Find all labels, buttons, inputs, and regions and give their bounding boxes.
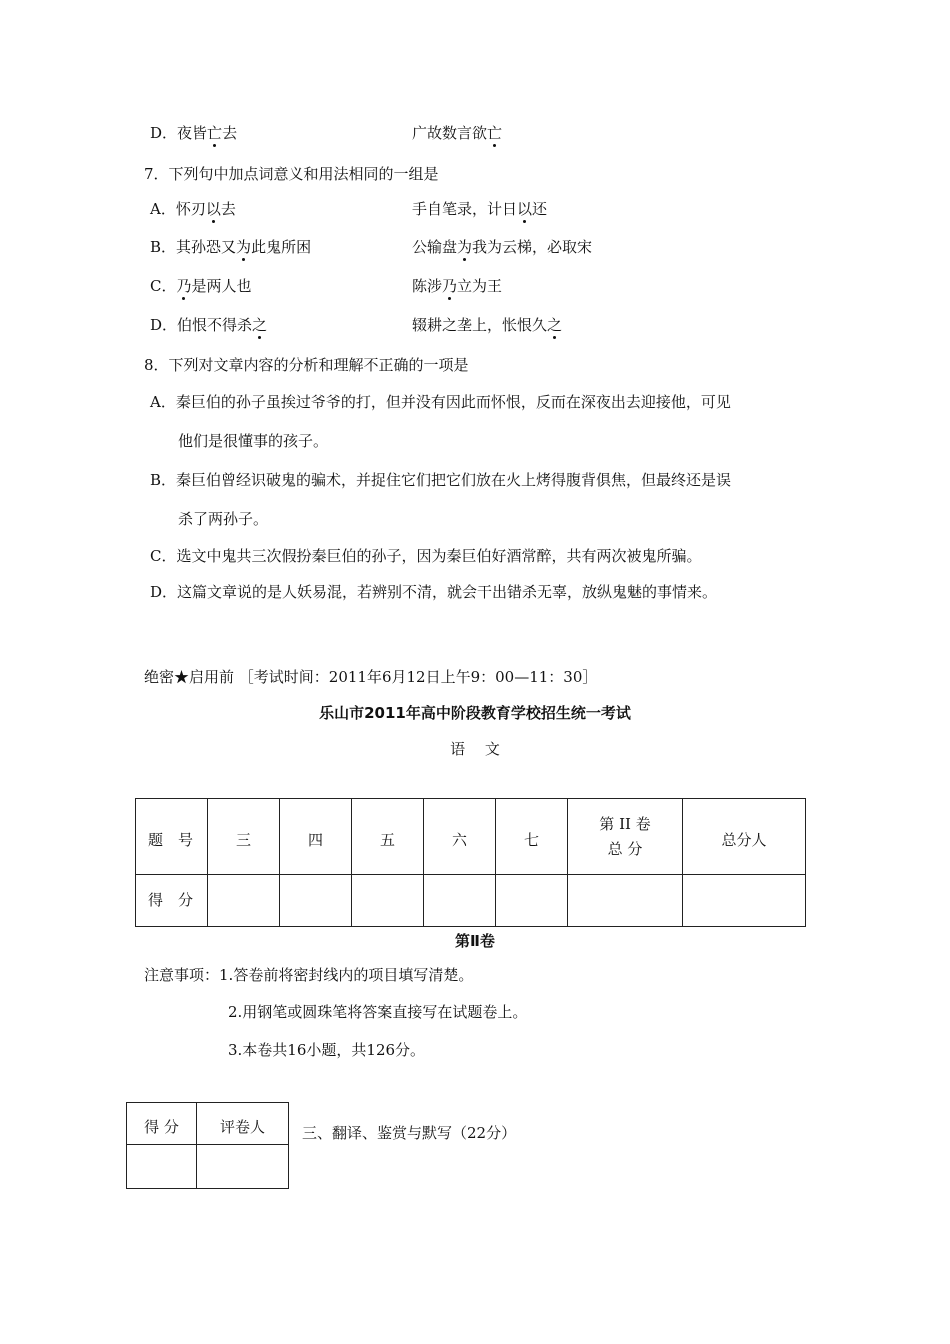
option-label: D． — [150, 124, 178, 142]
q8-stem: 8．下列对文章内容的分析和理解不正确的一项是 — [144, 356, 469, 374]
q8-option-a-line1: A．秦巨伯的孙子虽挨过爷爷的打，但并没有因此而怀恨，反而在深夜出去迎接他，可见 — [150, 393, 731, 411]
dotted-word: 之 — [547, 316, 563, 334]
notice-line-3: 3.本卷共16小题，共126分。 — [228, 1041, 426, 1059]
part2-title: 第Ⅱ卷 — [455, 932, 495, 950]
section3-reviewer-cell[interactable] — [197, 1145, 289, 1189]
section3-reviewer-label: 评卷人 — [219, 1118, 265, 1136]
exam-title: 乐山市2011年高中阶段教育学校招生统一考试 — [319, 704, 631, 722]
col-3: 三 — [235, 831, 251, 849]
part2-total-top: 第 II 卷 — [599, 814, 651, 833]
q7-option-a-right: 手自笔录，计日以还 — [412, 200, 548, 218]
q6-option-d-left: D．夜皆亡去 — [150, 124, 238, 142]
score-label: 得 分 — [148, 891, 194, 909]
q7-option-a-left: A．怀刃以去 — [150, 200, 236, 218]
part2-total-header — [568, 814, 682, 858]
q7-option-b-left: B．其孙恐又为此鬼所困 — [150, 238, 312, 256]
score-cell[interactable] — [352, 875, 424, 927]
notice-label: 注意事项： — [144, 966, 220, 984]
dotted-word: 亡 — [487, 124, 503, 142]
subject-title: 语 文 — [450, 740, 500, 758]
score-table — [135, 798, 806, 927]
q8-option-c: C．选文中鬼共三次假扮秦巨伯的孙子，因为秦巨伯好酒常醉，共有两次被鬼所骗。 — [150, 547, 702, 565]
score-cell[interactable] — [424, 875, 496, 927]
score-cell[interactable] — [496, 875, 568, 927]
col-5: 五 — [379, 831, 395, 849]
dotted-word: 乃 — [442, 277, 458, 295]
notice-line-2: 2.用钢笔或圆珠笔将答案直接写在试题卷上。 — [228, 1003, 528, 1021]
q7-option-c-right: 陈涉乃立为王 — [412, 277, 503, 295]
col-7: 七 — [523, 831, 539, 849]
section3-score-cell[interactable] — [127, 1145, 197, 1189]
score-cell[interactable] — [280, 875, 352, 927]
q7-option-d-left: D．伯恨不得杀之 — [150, 316, 268, 334]
section3-score-box — [126, 1102, 289, 1189]
col-4: 四 — [307, 831, 323, 849]
dotted-word: 之 — [252, 316, 268, 334]
section3-title: 三、翻译、鉴赏与默写（22分） — [302, 1124, 517, 1142]
q7-option-d-right: 辍耕之垄上，怅恨久之 — [412, 316, 563, 334]
q7-stem: 7．下列句中加点词意义和用法相同的一组是 — [144, 165, 439, 183]
q7-option-b-right: 公输盘为我为云梯，必取宋 — [412, 238, 593, 256]
score-cell[interactable] — [568, 875, 683, 927]
dotted-word: 乃 — [176, 277, 192, 295]
part2-total-bottom: 总 分 — [607, 839, 643, 858]
q8-option-d: D．这篇文章说的是人妖易混，若辨别不清，就会干出错杀无辜，放纵鬼魅的事情来。 — [150, 583, 718, 601]
dotted-word: 以 — [205, 200, 221, 218]
q8-option-b-line2: 杀了两孙子。 — [178, 510, 269, 528]
notice-line-1: 注意事项：1.答卷前将密封线内的项目填写清楚。 — [144, 966, 474, 984]
q6-option-d-right: 广故数言欲亡 — [412, 124, 503, 142]
q8-option-b-line1: B．秦巨伯曾经识破鬼的骗术，并捉住它们把它们放在火上烤得腹背俱焦，但最终还是误 — [150, 471, 732, 489]
q7-option-c-left: C．乃是两人也 — [150, 277, 252, 295]
section3-score-label: 得 分 — [144, 1118, 179, 1136]
dotted-word: 为 — [457, 238, 473, 256]
dotted-word: 为 — [236, 238, 252, 256]
scorer-label: 总分人 — [721, 831, 767, 849]
dotted-word: 亡 — [207, 124, 223, 142]
col-6: 六 — [451, 831, 467, 849]
dotted-word: 以 — [517, 200, 533, 218]
score-cell[interactable] — [208, 875, 280, 927]
question-number-label: 题 号 — [148, 831, 194, 849]
q8-option-a-line2: 他们是很懂事的孩子。 — [178, 432, 329, 450]
secret-exam-time: 绝密★启用前 ［考试时间：2011年6月12日上午9：00—11：30］ — [144, 668, 598, 686]
score-cell[interactable] — [683, 875, 806, 927]
